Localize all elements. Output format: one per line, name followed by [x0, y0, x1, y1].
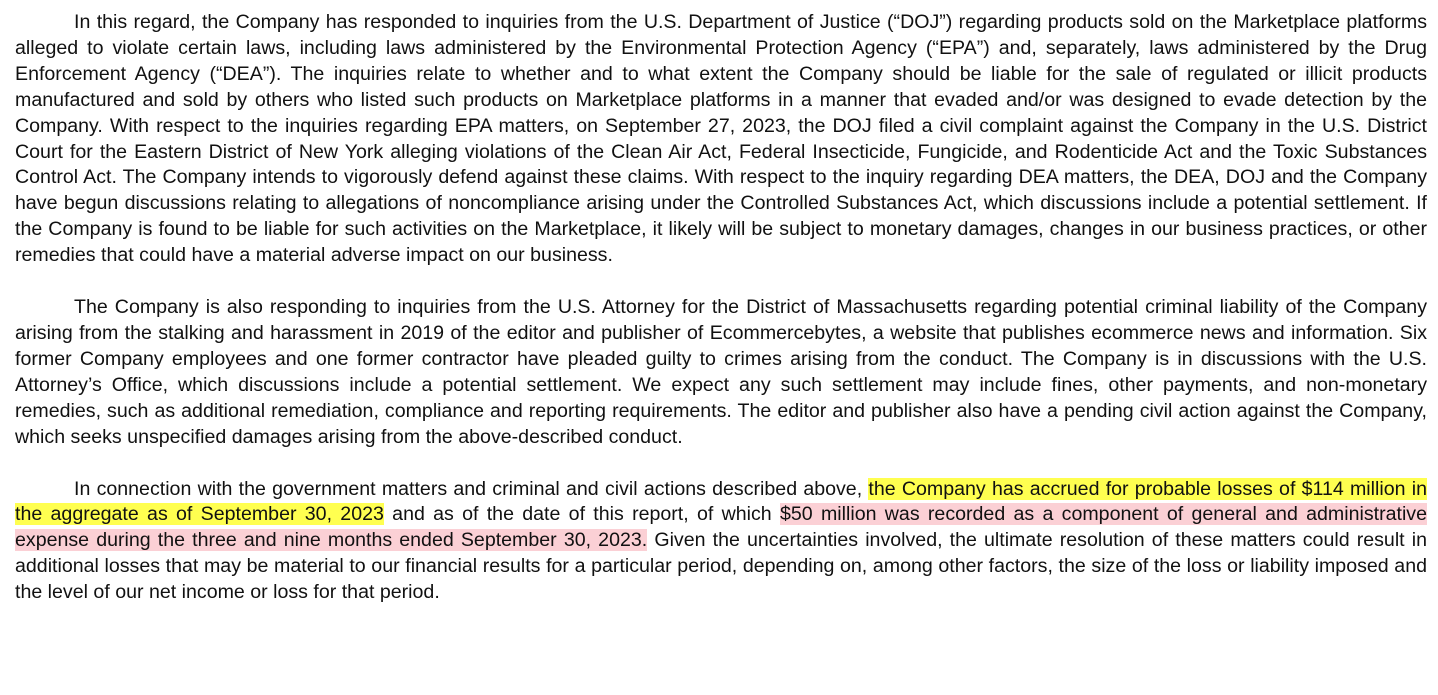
paragraph-doj-inquiries: In this regard, the Company has responded to inquiries from the U.S. Department of Justice (“DOJ”) regarding products sold on the Marketplace platforms alleged to violate certain laws, including laws administered by the Environmental Protection Agency (“EPA”) and, separately, laws administered by the Drug Enforcement Agency (“DEA”). The inquiries relate to whether and to what extent the Company should be liable for the sale of regulated or illicit products manufactured and sold by others who listed such products on Marketplace platforms in a manner that evaded and/or was designed to evade detection by the Company. With respect to the inquiries regarding EPA matters, on September 27, 2023, the DOJ filed a civil complaint against the Company in the U.S. District Court for the Eastern District of New York alleging violations of the Clean Air Act, Federal Insecticide, Fungicide, and Rodenticide Act and the Toxic Substances Control Act. The Company intends to vigorously defend against these claims. With respect to the inquiry regarding DEA matters, the DEA, DOJ and the Company have begun discussions relating to allegations of noncompliance arising under the Controlled Substances Act, which discussions include a potential settlement. If the Company is found to be liable for such activities on the Marketplace, it likely will be subject to monetary damages, changes in our business practices, or other remedies that could have a material adverse impact on our business. [15, 11, 1427, 267]
document-body [15, 10, 1427, 632]
paragraph-massachusetts-inquiries: The Company is also responding to inquiries from the U.S. Attorney for the District of Massachusetts regarding potential criminal liability of the Company arising from the stalking and harassment in 2019 of the editor and publisher of Ecommercebytes, a website that publishes ecommerce news and information. Six former Company employees and one former contractor have pleaded guilty to crimes arising from the conduct. The Company is in discussions with the U.S. Attorney’s Office, which discussions include a potential settlement. We expect any such settlement may include fines, other payments, and non-monetary remedies, such as additional remediation, compliance and reporting requirements. The editor and publisher also have a pending civil action against the Company, which seeks unspecified damages arising from the above-described conduct. [15, 296, 1427, 448]
paragraph-accrued-losses [15, 477, 1427, 607]
text-segment: and as of the date of this report, of which [383, 503, 780, 526]
highlight-yellow-accrued-losses: the Company has accrued for probable losses of $114 million in the aggregate as of September 30, 2023 [15, 477, 1427, 526]
highlight-pink-g-and-a-expense: $50 million was recorded as a component of general and administrative expense during the three and nine months ended September 30, 2023. [15, 503, 1427, 552]
text-segment: Given the uncertainties involved, the ultimate resolution of these matters could result in additional losses that may be material to our financial results for a particular period, depending on, among other factors, the size of the loss or liability imposed and the level of our net income or loss for that period. [15, 529, 1427, 604]
text-segment: In connection with the government matters and criminal and civil actions described above, [74, 477, 869, 500]
